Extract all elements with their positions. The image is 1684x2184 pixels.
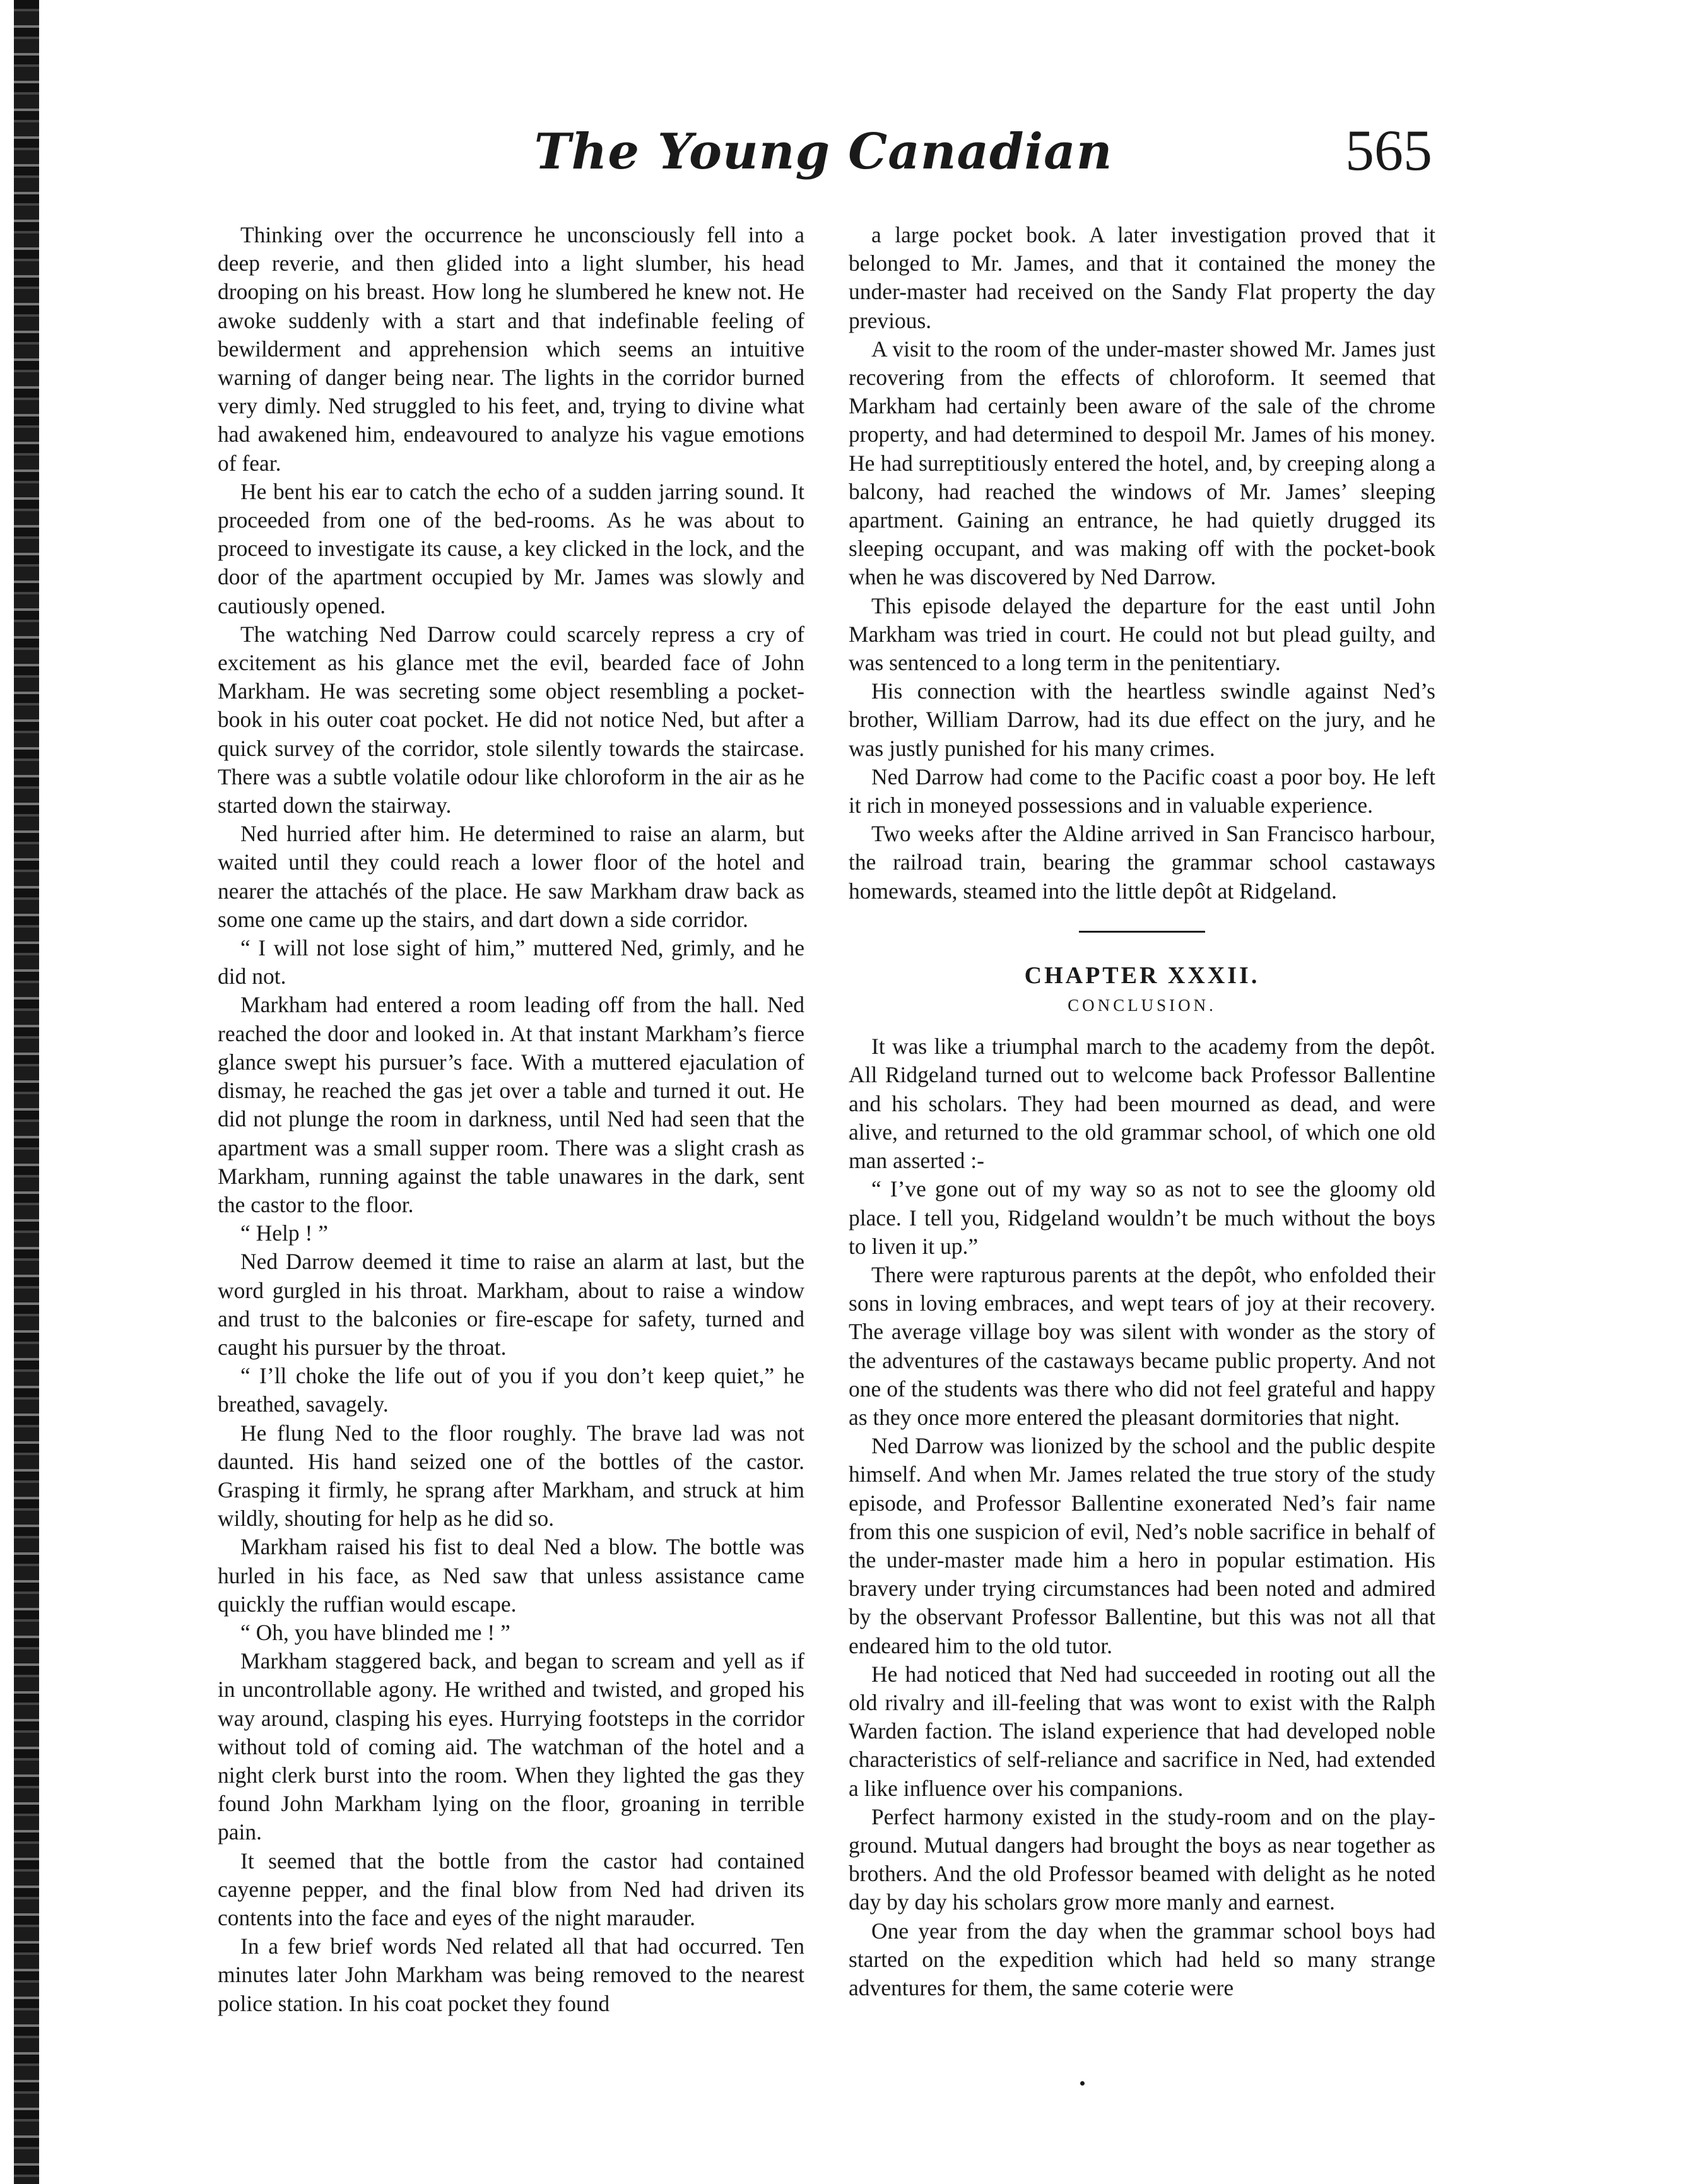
page-header [215,117,1432,186]
paragraph: A visit to the room of the under-master showed Mr. James just recovering from the effects of chloroform. It seemed that Markham had certainly been aware of the sale of the chrome property, and had determined to despoil Mr. James of his money. He had surreptitiously entered the hotel, and, by creeping along a balcony, had reached the windows of Mr. James’ sleeping apartment. Gaining an entrance, he had quietly drugged its sleeping occupant, and was making off with the pocket-book when he was discovered by Ned Darrow. [849,336,1435,590]
paragraph: He bent his ear to catch the echo of a sudden jarring sound. It proceeded from one of the bed-rooms. As he was about to proceed to investigate its cause, a key clicked in the lock, and the door of the apartment occupied by Mr. James was slowly and cautiously opened. [218,478,804,618]
paragraph: There were rapturous parents at the depôt, who enfolded their sons in loving embraces, and wept tears of joy at their recovery. The average village boy was silent with wonder as the story of the adventures of the castaways became public property. And not one of the students was there who did not feel grateful and happy as they once more entered the pleasant dormitories that night. [849,1261,1435,1430]
paragraph: Markham staggered back, and began to scream and yell as if in uncontrollable agony. He writhed and twisted, and groped his way around, clasping his eyes. Hurrying footsteps in the corridor without told of coming aid. The watchman of the hotel and a night clerk burst into the room. When they lighted the gas they found John Markham lying on the floor, groaning in terrible pain. [218,1648,804,1845]
paragraph: Thinking over the occurrence he unconsciously fell into a deep reverie, and then glided into a light slumber, his head drooping on his breast. How long he slumbered he knew not. He awoke suddenly with a start and that indefinable feeling of bewilderment and apprehension which seems an intuitive warning of danger being near. The lights in the corridor burned very dimly. Ned struggled to his feet, and, trying to divine what had awakened him, endeavoured to analyze his vague emotions of fear. [218,222,804,476]
paragraph: Two weeks after the Aldine arrived in San Francisco harbour, the railroad train, bearing the grammar school castaways homewards, steamed into the little depôt at Ridgeland. [849,821,1435,904]
paragraph: “ I’ll choke the life out of you if you don’t keep quiet,” he breathed, savagely. [218,1363,804,1417]
paragraph: One year from the day when the grammar school boys had started on the expedition which had held so many strange adventures for them, the same coterie were [849,1918,1435,2000]
paragraph: “ Help ! ” [240,1220,328,1246]
paragraph: In a few brief words Ned related all that had occurred. Ten minutes later John Markham was being removed to the nearest police station. In his coat pocket they found [218,1933,804,2016]
paragraph: He had noticed that Ned had succeeded in rooting out all the old rivalry and ill-feeling that was wont to exist with the Ralph Warden faction. The island experience that had developed noble characteristics of self-reliance and sacrifice in Ned, had extended a like influence over his companions. [849,1661,1435,1801]
paragraph: His connection with the heartless swindle against Ned’s brother, William Darrow, had its due effect on the jury, and he was justly punished for his many crimes. [849,678,1435,761]
chapter-heading: CHAPTER XXXII. [1024,962,1260,989]
paragraph: This episode delayed the departure for the east until John Markham was tried in court. He could not but plead guilty, and was sentenced to a long term in the penitentiary. [849,593,1435,676]
page-number: 565 [1345,118,1432,182]
paragraph: Markham raised his fist to deal Ned a blow. The bottle was hurled in his face, as Ned saw that unless assistance came quickly the ruffian would escape. [218,1534,804,1617]
paragraph: a large pocket book. A later investigation proved that it belonged to Mr. James, and that it contained the money the under-master had received on the Sandy Flat property the day previous. [849,222,1435,333]
paragraph: Ned Darrow had come to the Pacific coast a poor boy. He left it rich in moneyed possessions and in valuable experience. [849,764,1435,818]
paragraph: The watching Ned Darrow could scarcely repress a cry of excitement as his glance met the evil, bearded face of John Markham. He was secreting some object resembling a pocket-book in his outer coat pocket. He did not notice Ned, but after a quick survey of the corridor, stole silently towards the staircase. There was a subtle volatile odour like chloroform in the air as he started down the stairway. [218,621,804,818]
print-speck [1080,2081,1085,2086]
paragraph: Markham had entered a room leading off from the hall. Ned reached the door and looked in. At that instant Markham’s fierce glance swept his pursuer’s face. With a muttered ejaculation of dismay, he reached the gas jet over a table and turned it out. He did not plunge the room in darkness, until Ned had seen that the apartment was a small supper room. There was a slight crash as Markham, running against the table unawares in the dark, sent the castor to the floor. [218,992,804,1217]
left-text-column [218,221,804,2051]
right-text-column [849,221,1435,2051]
paragraph: It was like a triumphal march to the academy from the depôt. All Ridgeland turned out to welcome back Professor Ballentine and his scholars. They had been mourned as dead, and were alive, and returned to the old grammar school, of which one old man asserted :- [849,1034,1435,1174]
masthead-title: The Young Canadian [534,123,1113,180]
paragraph: Ned hurried after him. He determined to raise an alarm, but waited until they could reach a lower floor of the hotel and nearer the attachés of the place. He saw Markham draw back as some one came up the stairs, and dart down a side corridor. [218,821,804,932]
paragraph: “ Oh, you have blinded me ! ” [240,1619,510,1645]
paragraph: “ I will not lose sight of him,” muttered Ned, grimly, and he did not. [218,935,804,989]
paragraph: Ned Darrow deemed it time to raise an alarm at last, but the word gurgled in his throat. Markham, about to raise a window and trust to the balconies or fire-escape for safety, turned and caught his pursuer by the throat. [218,1249,804,1360]
paragraph: It seemed that the bottle from the castor had contained cayenne pepper, and the final blow from Ned had driven its contents into the face and eyes of the night marauder. [218,1848,804,1930]
paragraph: “ I’ve gone out of my way so as not to see the gloomy old place. I tell you, Ridgeland wouldn’t be much without the boys to liven it up.” [849,1176,1435,1259]
paragraph: Perfect harmony existed in the study-room and on the play-ground. Mutual dangers had brought the boys as near together as brothers. And the old Professor beamed with delight as he noted day by day his scholars grow more manly and earnest. [849,1803,1435,1915]
section-divider [1079,931,1205,933]
chapter-subtitle: CONCLUSION. [1068,996,1216,1015]
paragraph: He flung Ned to the floor roughly. The brave lad was not daunted. His hand seized one of the bottles of the castor. Grasping it firmly, he sprang after Markham, and struck at him wildly, shouting for help as he did so. [218,1420,804,1532]
paragraph: Ned Darrow was lionized by the school and the public despite himself. And when Mr. James related the true story of the study episode, and Professor Ballentine exonerated Ned’s fair name from this one suspicion of evil, Ned’s noble sacrifice in behalf of the under-master made him a hero in popular estimation. His bravery under trying circumstances had been noted and admired by the observant Professor Ballentine, but this was not all that endeared him to the old tutor. [849,1433,1435,1658]
page-binding-edge [14,0,39,2184]
